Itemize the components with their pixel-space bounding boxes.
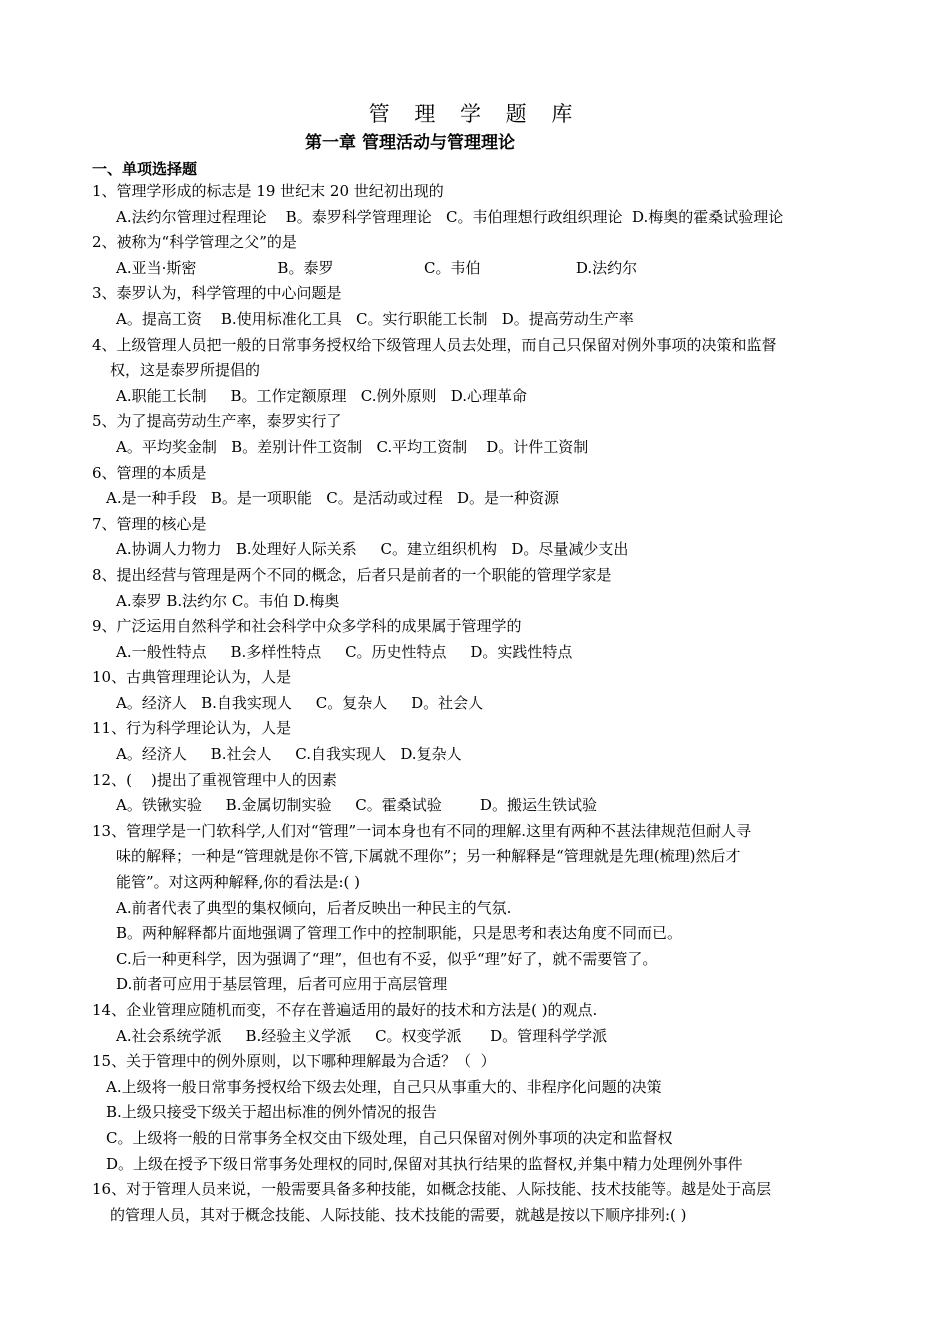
question-12: 12、( )提出了重视管理中人的因素 xyxy=(92,770,337,789)
question-10: 10、古典管理理论认为，人是 xyxy=(92,668,292,687)
question-10-options: A。经济人 B.自我实现人 C。复杂人 D。社会人 xyxy=(116,693,484,712)
question-15-option-a: A.上级将一般日常事务授权给下级去处理，自己只从事重大的、非程序化问题的决策 xyxy=(106,1077,662,1096)
question-9: 9、广泛运用自然科学和社会科学中众多学科的成果属于管理学的 xyxy=(92,617,522,636)
question-3: 3、泰罗认为，科学管理的中心问题是 xyxy=(92,284,342,303)
question-15: 15、关于管理中的例外原则，以下哪种理解最为合适？（ ） xyxy=(92,1052,496,1071)
question-7: 7、管理的核心是 xyxy=(92,514,207,533)
question-13-line-3: 能管”。对这两种解释,你的看法是:( ) xyxy=(116,873,360,892)
question-9-options: A.一般性特点 B.多样性特点 C。历史性特点 D。实践性特点 xyxy=(116,642,573,661)
question-13-option-c: C.后一种更科学，因为强调了“理”，但也有不妥，似乎“理”好了，就不需要管了。 xyxy=(116,949,658,968)
question-3-options: A。提高工资 B.使用标准化工具 C。实行职能工长制 D。提高劳动生产率 xyxy=(116,309,634,328)
question-2-options: A.亚当·斯密 B。泰罗 C。韦伯 D.法约尔 xyxy=(116,258,638,277)
question-6-options: A.是一种手段 B。是一项职能 C。是活动或过程 D。是一种资源 xyxy=(106,489,560,508)
question-15-option-d: D。上级在授予下级日常事务处理权的同时,保留对其执行结果的监督权,并集中精力处理例外事件 xyxy=(106,1154,743,1173)
section-heading: 一、单项选择题 xyxy=(92,160,198,178)
question-15-option-c: C。上级将一般的日常事务全权交由下级处理，自己只保留对例外事项的决定和监督权 xyxy=(106,1128,673,1147)
question-6: 6、管理的本质是 xyxy=(92,463,207,482)
question-8-options: A.泰罗 B.法约尔 C。韦伯 D.梅奥 xyxy=(116,591,340,610)
question-16-line-1: 16、对于管理人员来说，一般需要具备多种技能，如概念技能、人际技能、技术技能等。越是处于高层 xyxy=(92,1180,772,1199)
question-1: 1、管理学形成的标志是 19 世纪末 20 世纪初出现的 xyxy=(92,182,444,200)
question-14-options: A.社会系统学派 B.经验主义学派 C。权变学派 D。管理科学学派 xyxy=(116,1026,608,1045)
question-4-options: A.职能工长制 B。工作定额原理 C.例外原则 D.心理革命 xyxy=(116,386,528,405)
question-7-options: A.协调人力物力 B.处理好人际关系 C。建立组织机构 D。尽量减少支出 xyxy=(116,540,629,559)
question-5: 5、为了提高劳动生产率，泰罗实行了 xyxy=(92,412,342,431)
document-title: 管 理 学 题 库 xyxy=(368,102,582,126)
question-4-line-1: 4、上级管理人员把一般的日常事务授权给下级管理人员去处理，而自己只保留对例外事项的决策和监督 xyxy=(92,335,777,354)
question-8: 8、提出经营与管理是两个不同的概念，后者只是前者的一个职能的管理学家是 xyxy=(92,565,612,584)
question-1-options: A.法约尔管理过程理论 B。泰罗科学管理理论 C。韦伯理想行政组织理论 D.梅奥的霍桑试验理论 xyxy=(116,207,784,226)
question-2: 2、被称为“科学管理之父”的是 xyxy=(92,233,297,252)
question-13-line-1: 13、管理学是一门软科学,人们对“管理”一词本身也有不同的理解.这里有两种不甚法律规范但耐人寻 xyxy=(92,821,751,840)
question-13-option-a: A.前者代表了典型的集权倾向，后者反映出一种民主的气氛. xyxy=(116,898,512,917)
question-11: 11、行为科学理论认为，人是 xyxy=(92,719,292,738)
question-13-option-b: B。两种解释都片面地强调了管理工作中的控制职能，只是思考和表达角度不同而已。 xyxy=(116,924,683,943)
question-12-options: A。铁锹实验 B.金属切制实验 C。霍桑试验 D。搬运生铁试验 xyxy=(116,796,597,815)
question-13-line-2: 味的解释；一种是“管理就是你不管,下属就不理你”；另一种解释是“管理就是先理(梳理)然后才 xyxy=(116,847,741,866)
question-14: 14、企业管理应随机而变，不存在普遍适用的最好的技术和方法是( )的观点. xyxy=(92,1001,598,1019)
chapter-heading: 第一章 管理活动与管理理论 xyxy=(305,133,515,153)
question-4-line-2: 权，这是泰罗所提倡的 xyxy=(110,361,261,380)
question-16-line-2: 的管理人员，其对于概念技能、人际技能、技术技能的需要，就越是按以下顺序排列:( ) xyxy=(110,1205,687,1224)
question-15-option-b: B.上级只接受下级关于超出标准的例外情况的报告 xyxy=(106,1103,437,1122)
question-list xyxy=(92,179,872,1228)
question-5-options: A。平均奖金制 B。差别计件工资制 C.平均工资制 D。计件工资制 xyxy=(116,437,589,456)
question-13-option-d: D.前者可应用于基层管理，后者可应用于高层管理 xyxy=(116,975,448,994)
question-11-options: A。经济人 B.社会人 C.自我实现人 D.复杂人 xyxy=(116,745,462,764)
